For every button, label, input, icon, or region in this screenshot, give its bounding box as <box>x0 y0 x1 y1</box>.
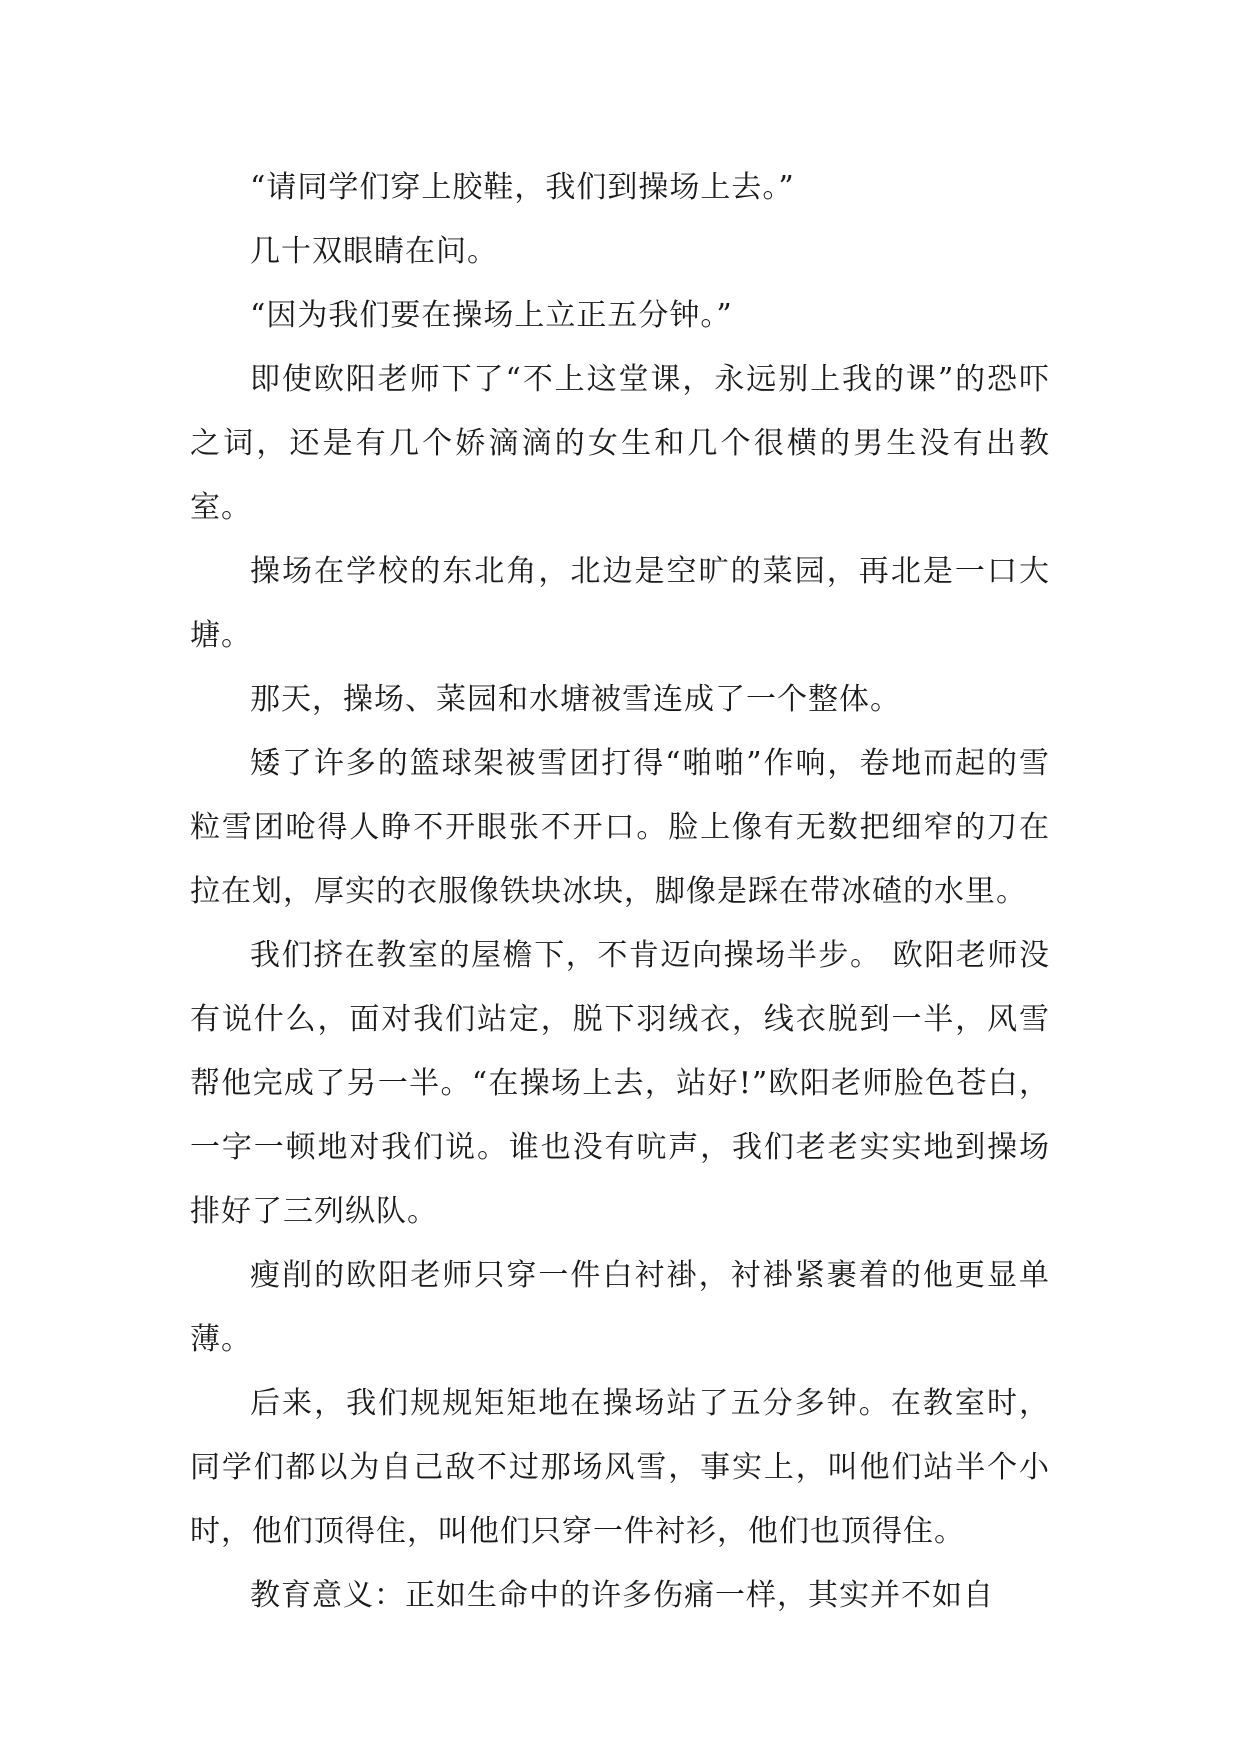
paragraph: “请同学们穿上胶鞋，我们到操场上去。” <box>250 170 795 205</box>
paragraph: 几十双眼睛在问。 <box>250 234 498 269</box>
paragraph: 教育意义：正如生命中的许多伤痛一样，其实并不如自 <box>250 1578 994 1613</box>
paragraph: 后来，我们规规矩矩地在操场站了五分多钟。在教室时，同学们都以为自己敌不过那场风雪，事实上，叫他们站半个小时，他们顶得住，叫他们只穿一件衬衫，他们也顶得住。 <box>190 1386 1050 1549</box>
paragraph: 那天，操场、菜园和水塘被雪连成了一个整体。 <box>250 682 901 717</box>
body-text <box>190 156 1050 1628</box>
paragraph: 操场在学校的东北角，北边是空旷的菜园，再北是一口大塘。 <box>190 554 1050 653</box>
paragraph: 瘦削的欧阳老师只穿一件白衬褂，衬褂紧裹着的他更显单薄。 <box>190 1258 1050 1357</box>
paragraph: “因为我们要在操场上立正五分钟。” <box>250 298 733 333</box>
paragraph: 矮了许多的篮球架被雪团打得“啪啪”作响，卷地而起的雪粒雪团呛得人睁不开眼张不开口。脸上像有无数把细窄的刀在拉在划，厚实的衣服像铁块冰块，脚像是踩在带冰碴的水里。 <box>190 746 1050 909</box>
paragraph: 我们挤在教室的屋檐下，不肯迈向操场半步。 欧阳老师没有说什么，面对我们站定，脱下羽绒衣，线衣脱到一半，风雪帮他完成了另一半。“在操场上去，站好!”欧阳老师脸色苍白，一字一顿地对我们说。谁也没有吭声，我们老老实实地到操场排好了三列纵队。 <box>190 938 1050 1229</box>
paragraph: 即使欧阳老师下了“不上这堂课，永远别上我的课”的恐吓之词，还是有几个娇滴滴的女生和几个很横的男生没有出教室。 <box>190 362 1050 525</box>
